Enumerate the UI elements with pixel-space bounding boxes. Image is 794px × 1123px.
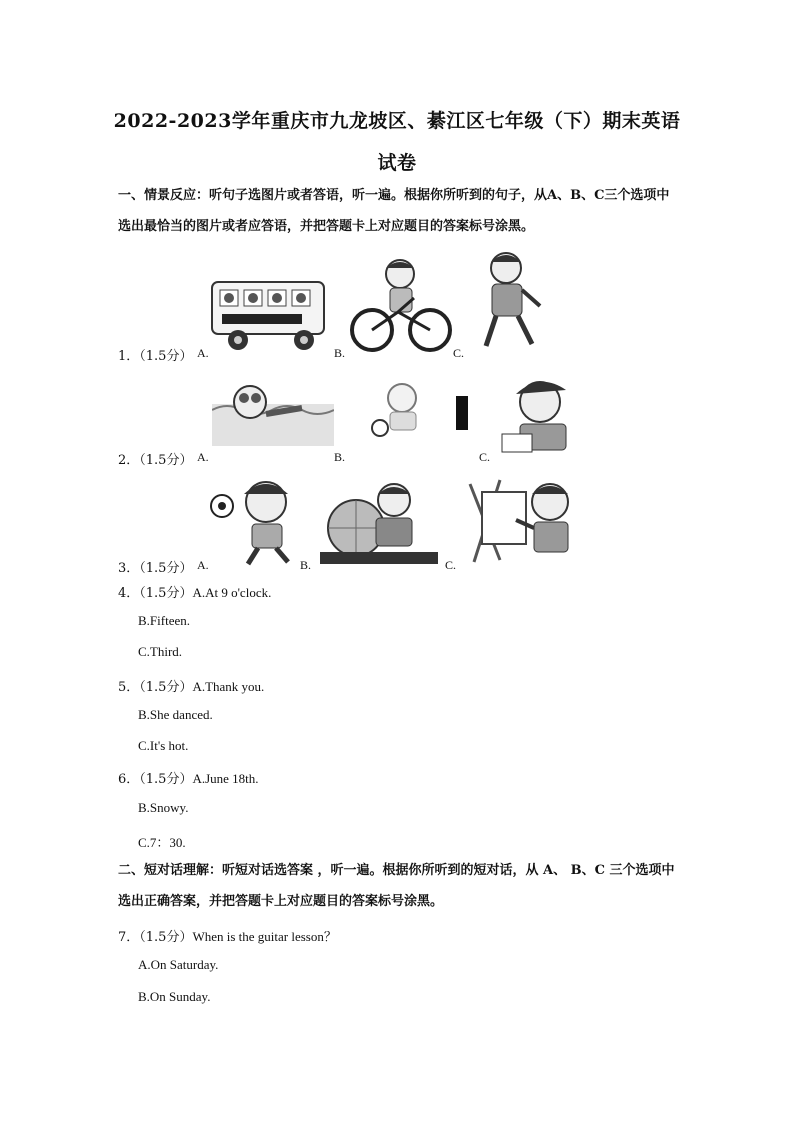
- section-one-instruction: 一、情景反应：听句子选图片或者答语，听一遍。根据你所听到的句子，从A、B、C三个选项中选出最恰当的图片或者应答语，并把答题卡上对应题目的答案标号涂黑。: [118, 188, 670, 234]
- question-6-score: 6．（1.5分）: [118, 772, 193, 787]
- question-3-option-c-label: C.: [445, 558, 457, 572]
- boy-swimming-picture: [212, 374, 334, 446]
- question-2-prefix: 2．（1.5分）: [118, 453, 193, 468]
- page-title: 2022-2023学年重庆市九龙坡区、綦江区七年级（下）期末英语: [113, 110, 681, 132]
- question-7-score: 7．（1.5分）: [118, 930, 193, 945]
- child-with-ball-picture: [352, 376, 476, 442]
- boy-cycling-picture: [348, 256, 454, 354]
- question-1-option-b-label: B.: [334, 346, 346, 360]
- boy-playing-soccer-picture: [208, 474, 300, 566]
- question-7-prefix: [118, 926, 337, 945]
- question-5-option-a: A.Thank you.: [192, 679, 265, 694]
- question-6-option-a: A.June 18th.: [192, 771, 259, 786]
- question-5-prefix: [118, 676, 264, 695]
- question-3-option-a-label: A.: [197, 558, 209, 572]
- question-2-option-b-label: B.: [334, 450, 346, 464]
- question-3-prefix: 3．（1.5分）: [118, 561, 193, 576]
- question-2-option-a-label: A.: [197, 450, 209, 464]
- question-5-option-c: C.It's hot.: [138, 738, 189, 753]
- question-7-option-a: A.On Saturday.: [138, 957, 219, 972]
- question-7-option-b: B.On Sunday.: [138, 989, 211, 1004]
- question-1-prefix: 1．（1.5分）: [118, 349, 193, 364]
- boy-walking-picture: [466, 248, 548, 356]
- question-4-option-a: A.At 9 o'clock.: [192, 585, 272, 600]
- question-6-option-c: C.7：30.: [138, 835, 186, 850]
- question-1-option-a-label: A.: [197, 346, 209, 360]
- question-1-option-c-label: C.: [453, 346, 465, 360]
- question-6-option-b: B.Snowy.: [138, 800, 189, 815]
- school-bus-picture: [208, 268, 336, 356]
- boy-with-globe-picture: [316, 478, 442, 566]
- question-6-prefix: [118, 768, 259, 787]
- question-5-option-b: B.She danced.: [138, 707, 213, 722]
- question-4-option-c: C.Third.: [138, 644, 183, 659]
- boy-painting-picture: [460, 474, 586, 566]
- question-7-text: When is the guitar lesson？: [192, 929, 337, 944]
- question-2-option-c-label: C.: [479, 450, 491, 464]
- question-5-score: 5．（1.5分）: [118, 680, 193, 695]
- question-4-score: 4．（1.5分）: [118, 586, 193, 601]
- question-3-option-b-label: B.: [300, 558, 312, 572]
- page-title-continued: 试卷: [377, 152, 417, 174]
- boy-reading-picture: [496, 372, 584, 456]
- question-4-option-b: B.Fifteen.: [138, 613, 190, 628]
- question-4-prefix: [118, 582, 271, 601]
- section-two-instruction: 二、短对话理解：听短对话选答案 ，听一遍。根据你所听到的短对话，从 A、 B、C 三个选项中选出正确答案，并把答题卡上对应题目的答案标号涂黑。: [118, 863, 675, 909]
